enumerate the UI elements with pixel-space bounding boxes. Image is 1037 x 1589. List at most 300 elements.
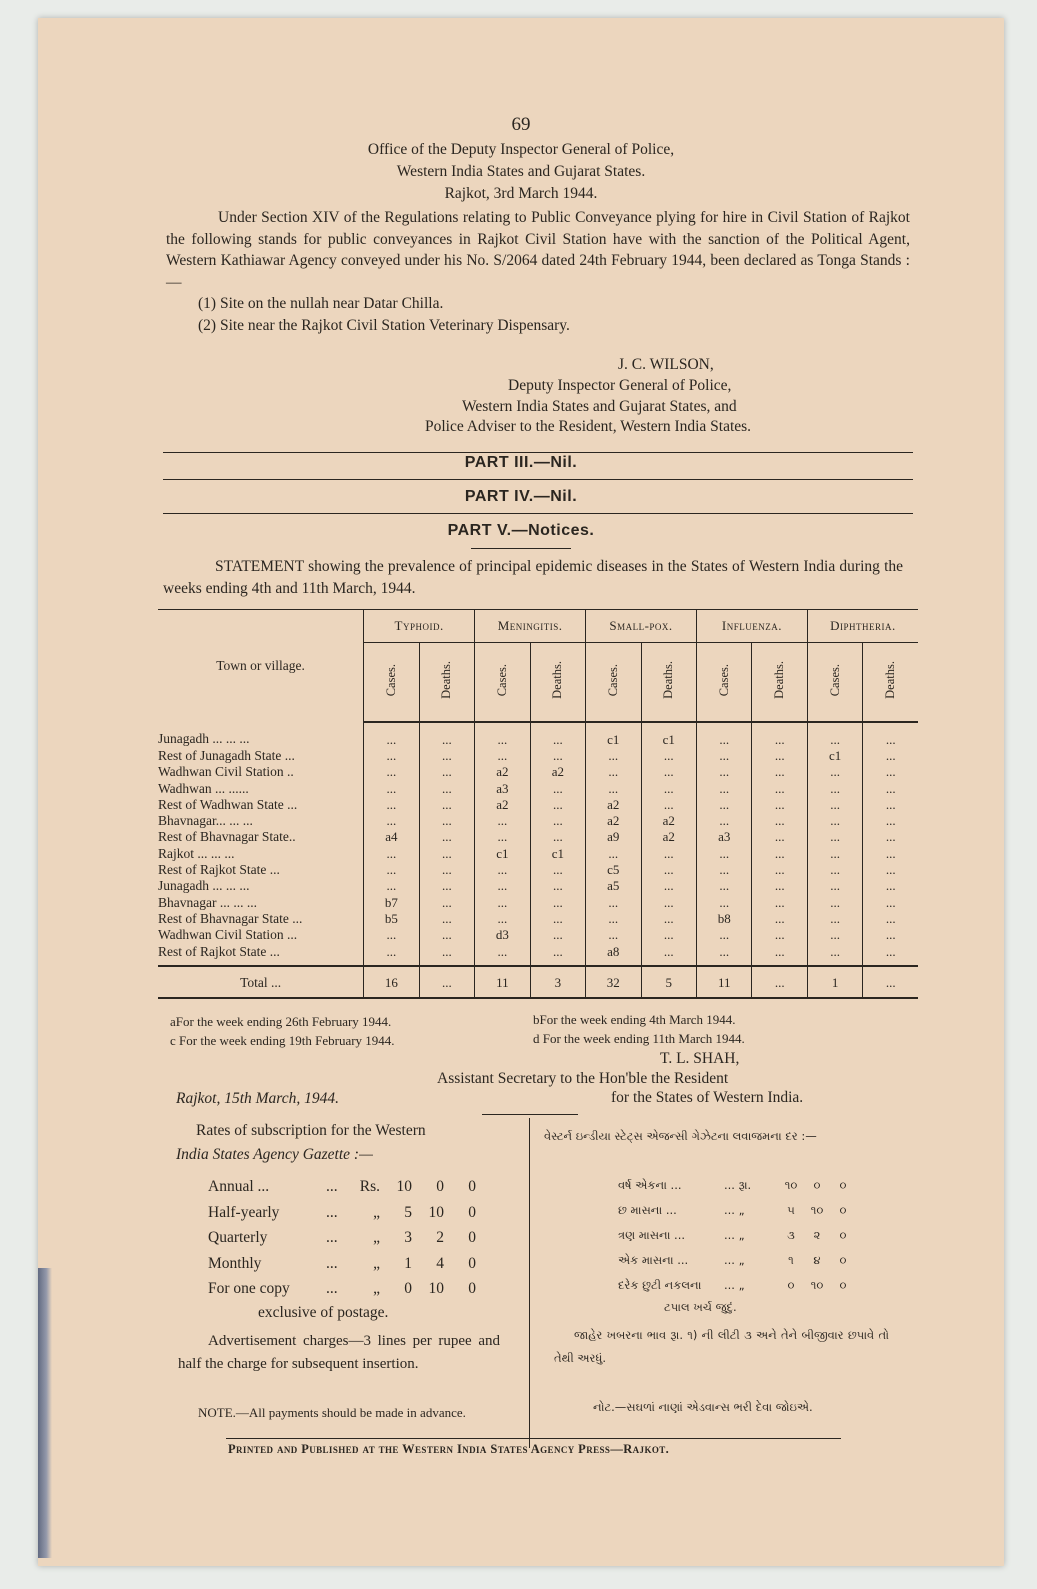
deaths-cell: a2	[641, 829, 696, 845]
cases-cell: ...	[364, 764, 419, 780]
table-row	[158, 796, 918, 812]
deaths-cell: ...	[641, 796, 696, 812]
deaths-cell: ...	[530, 747, 585, 763]
town-name: Junagadh ... ... ...	[158, 731, 250, 747]
table-row	[158, 861, 918, 877]
subscription-b: 2	[436, 1229, 444, 1246]
dateline: Rajkot, 15th March, 1944.	[176, 1090, 340, 1107]
cases-cell: ...	[807, 894, 862, 910]
gujarati-rate-c: ૦	[839, 1228, 847, 1242]
cases-cell: a2	[475, 764, 530, 780]
deaths-cell: ...	[863, 927, 918, 943]
cases-cell: b5	[364, 910, 419, 926]
subscription-b: 4	[436, 1254, 444, 1272]
subscription-dots: ...	[326, 1254, 338, 1272]
deaths-cell: ...	[530, 910, 585, 926]
cases-cell: ...	[697, 780, 752, 796]
deaths-cell: ...	[752, 796, 807, 812]
cases-cell: a3	[475, 780, 530, 796]
cases-cell: a2	[475, 796, 530, 812]
gujarati-rate-b: ૪	[813, 1253, 821, 1267]
deaths-cell: ...	[752, 780, 807, 796]
deaths-cell: ...	[419, 894, 474, 910]
town-name: Wadhwan Civil Station ...	[158, 927, 298, 943]
total-cell: 11	[697, 966, 752, 998]
cases-cell: ...	[475, 894, 530, 910]
deaths-cell: ...	[641, 845, 696, 861]
cases-cell: ...	[807, 764, 862, 780]
gujarati-rate-a: ૦	[787, 1278, 795, 1292]
cases-cell: ...	[586, 894, 641, 910]
town-name: Wadhwan Civil Station ..	[158, 764, 294, 780]
deaths-cell: ...	[530, 829, 585, 845]
cases-cell: ...	[807, 943, 862, 966]
cases-cell: ...	[807, 722, 862, 747]
postage-note: exclusive of postage.	[258, 1304, 389, 1321]
cases-cell: ...	[697, 943, 752, 966]
deaths-cell: ...	[752, 943, 807, 966]
subscription-rs: Rs.	[359, 1178, 380, 1195]
signature-title-3: Police Adviser to the Resident, Western India States.	[425, 418, 752, 435]
gazette-page	[38, 18, 1004, 1566]
diphtheria-header: Diphtheria.	[807, 610, 918, 643]
total-cell: ...	[863, 966, 918, 998]
gujarati-rate-dots: ... „	[724, 1253, 745, 1267]
cases-cell: a2	[586, 796, 641, 812]
gujarati-rate-b: ૨	[813, 1228, 821, 1242]
cases-cell: b7	[364, 894, 419, 910]
subscription-label: Quarterly	[208, 1229, 268, 1246]
subscription-dots: ...	[326, 1178, 338, 1195]
town-name: Rest of Junagadh State ...	[158, 747, 295, 763]
deaths-cell: ...	[419, 943, 474, 966]
deaths-cell: ...	[752, 878, 807, 894]
cases-cell: ...	[586, 845, 641, 861]
total-cell: 1	[807, 966, 862, 998]
notice-paragraph: Under Section XIV of the Regulations relating to Public Conveyance plying for hire in Civil Station of Rajkot the following stands for public conveyances in Rajkot Civil Station have with the sanction of the Political Agent, Western Kathiawar Agency conveyed under his No. S/2064 dated 24th February 1944, been declared as Tonga Stands :—	[166, 209, 910, 291]
gujarati-rate-dots: ... „	[724, 1203, 745, 1217]
deaths-cell: a2	[641, 812, 696, 828]
subscription-c: 0	[468, 1203, 476, 1221]
gujarati-intro-text: વેસ્ટર્ન ઇન્ડીયા સ્ટેટ્સ એજન્સી ગેઝેટના લવાજમના દર :—	[544, 1129, 817, 1143]
total-cell: 5	[641, 966, 696, 998]
cases-cell: ...	[475, 747, 530, 763]
table-row	[158, 910, 918, 926]
cases-header: Cases.	[716, 663, 731, 697]
imprint-rule	[226, 1438, 841, 1439]
cases-cell: ...	[807, 829, 862, 845]
gujarati-rate-row	[618, 1228, 856, 1243]
deaths-cell: ...	[419, 764, 474, 780]
town-name: Rest of Wadhwan State ...	[158, 796, 298, 812]
gujarati-rate-dots: ... „	[724, 1228, 745, 1242]
total-cell: 16	[364, 966, 419, 998]
cases-cell: ...	[475, 910, 530, 926]
deaths-cell: ...	[530, 894, 585, 910]
footnote-d: d For the week ending 11th March 1944.	[533, 1031, 745, 1046]
gujarati-intro	[544, 1124, 884, 1148]
typhoid-header: Typhoid.	[364, 610, 475, 643]
epidemic-table	[158, 609, 918, 999]
cases-cell: ...	[475, 722, 530, 747]
advert-charges-text: Advertisement charges—3 lines per rupee and half the charge for subsequent insertion.	[178, 1333, 500, 1372]
town-name: Rest of Bhavnagar State ...	[158, 910, 303, 926]
subscription-rs: „	[373, 1203, 380, 1221]
signature2-name: T. L. SHAH,	[660, 1050, 740, 1067]
deaths-header: Deaths.	[661, 661, 676, 699]
deaths-header: Deaths.	[883, 661, 898, 699]
deaths-cell: c1	[641, 722, 696, 747]
part-4-heading: PART IV.—Nil.	[464, 488, 578, 505]
payment-note	[198, 1401, 503, 1424]
subscription-a: 10	[396, 1178, 412, 1195]
cases-cell: ...	[807, 910, 862, 926]
gujarati-rate-row	[618, 1178, 856, 1193]
section-rule	[163, 479, 913, 480]
deaths-cell: ...	[863, 780, 918, 796]
subscription-dots: ...	[326, 1229, 338, 1246]
deaths-cell: ...	[641, 894, 696, 910]
town-name: Rest of Rajkot State ...	[158, 943, 280, 959]
gujarati-rate-row	[618, 1203, 856, 1218]
cases-cell: ...	[364, 943, 419, 966]
cases-cell: ...	[697, 764, 752, 780]
deaths-cell: ...	[752, 845, 807, 861]
deaths-cell: ...	[419, 910, 474, 926]
table-row	[158, 829, 918, 845]
meningitis-header: Meningitis.	[475, 610, 586, 643]
section-rule	[163, 513, 913, 514]
gujarati-rate-label: એક માસના ...	[618, 1253, 689, 1267]
advert-charges	[178, 1330, 500, 1376]
cases-cell: ...	[697, 747, 752, 763]
deaths-cell: ...	[752, 927, 807, 943]
cases-cell: b8	[697, 910, 752, 926]
gujarati-rate-b: ૧૦	[810, 1203, 824, 1217]
deaths-cell: a2	[530, 764, 585, 780]
subscription-rs: „	[373, 1254, 380, 1272]
deaths-cell: ...	[419, 780, 474, 796]
gujarati-rate-label: દરેક છુટી નકલના	[618, 1278, 702, 1292]
deaths-cell: ...	[419, 829, 474, 845]
town-name: Rest of Bhavnagar State..	[158, 829, 296, 845]
notice-body	[166, 207, 910, 336]
deaths-cell: ...	[752, 764, 807, 780]
cases-cell: ...	[697, 894, 752, 910]
subscription-intro-1: Rates of subscription for the Western	[196, 1122, 426, 1139]
subscription-b: 0	[436, 1178, 444, 1195]
town-name: Wadhwan ... ......	[158, 780, 249, 796]
cases-cell: ...	[586, 780, 641, 796]
cases-cell: ...	[807, 845, 862, 861]
gujarati-rate-c: ૦	[839, 1278, 847, 1292]
deaths-cell: ...	[752, 861, 807, 877]
part-5-heading: PART V.—Notices.	[447, 522, 595, 539]
cases-cell: ...	[697, 812, 752, 828]
deaths-cell: ...	[641, 780, 696, 796]
cases-cell: ...	[364, 845, 419, 861]
cases-cell: ...	[364, 780, 419, 796]
cases-header: Cases.	[383, 663, 398, 697]
gujarati-rate-b: ૧૦	[810, 1278, 824, 1292]
deaths-cell: ...	[530, 878, 585, 894]
deaths-cell: ...	[419, 796, 474, 812]
deaths-cell: ...	[863, 722, 918, 747]
deaths-cell: ...	[419, 722, 474, 747]
gujarati-rate-a: ૩	[787, 1228, 795, 1242]
cases-cell: ...	[364, 878, 419, 894]
table-row	[158, 878, 918, 894]
cases-cell: ...	[697, 927, 752, 943]
deaths-cell: ...	[863, 861, 918, 877]
total-cell: 3	[530, 966, 585, 998]
cases-cell: c1	[586, 722, 641, 747]
subscription-a: 0	[404, 1280, 412, 1297]
cases-cell: ...	[475, 861, 530, 877]
gujarati-rate-a: ૧	[788, 1253, 794, 1267]
cases-cell: ...	[586, 910, 641, 926]
gujarati-rate-c: ૦	[839, 1178, 847, 1192]
subscription-b: 10	[428, 1203, 444, 1221]
cases-cell: ...	[586, 747, 641, 763]
page-number: 69	[511, 114, 531, 135]
cases-cell: a8	[586, 943, 641, 966]
office-header-line2: Western India States and Gujarat States.	[396, 163, 646, 180]
deaths-cell: ...	[863, 764, 918, 780]
cases-cell: ...	[697, 861, 752, 877]
gujarati-rate-label: વર્ષ એકના ...	[618, 1178, 682, 1192]
signature-name: J. C. WILSON,	[618, 356, 714, 373]
deaths-cell: ...	[641, 861, 696, 877]
cases-header: Cases.	[605, 663, 620, 697]
cases-cell: ...	[364, 722, 419, 747]
deaths-cell: ...	[863, 878, 918, 894]
deaths-cell: ...	[419, 861, 474, 877]
deaths-cell: ...	[863, 747, 918, 763]
town-name: Bhavnagar... ... ...	[158, 813, 253, 829]
subscription-row	[208, 1280, 476, 1298]
cases-cell: a3	[697, 829, 752, 845]
cases-cell: ...	[807, 780, 862, 796]
deaths-cell: ...	[641, 764, 696, 780]
subscription-rs: „	[373, 1229, 380, 1246]
cases-cell: ...	[697, 845, 752, 861]
cases-cell: ...	[364, 812, 419, 828]
gujarati-rate-c: ૦	[839, 1203, 847, 1217]
town-name: Bhavnagar ... ... ...	[158, 894, 257, 910]
gujarati-rate-c: ૦	[839, 1253, 847, 1267]
cases-cell: ...	[364, 927, 419, 943]
footnote-b: bFor the week ending 4th March 1944.	[533, 1012, 736, 1027]
office-header-line1: Office of the Deputy Inspector General of Police,	[367, 141, 675, 158]
table-row	[158, 943, 918, 966]
subscription-label: Annual ...	[208, 1178, 270, 1195]
signature-title-2: Western India States and Gujarat States, and	[462, 398, 737, 415]
cases-cell: a5	[586, 878, 641, 894]
deaths-cell: ...	[419, 812, 474, 828]
cases-cell: ...	[586, 927, 641, 943]
subscription-rs: „	[373, 1280, 380, 1297]
subscription-row	[208, 1255, 476, 1273]
deaths-header: Deaths.	[772, 661, 787, 699]
deaths-cell: ...	[641, 943, 696, 966]
table-row	[158, 747, 918, 763]
cases-cell: ...	[364, 861, 419, 877]
subscription-label: For one copy	[208, 1280, 290, 1297]
cases-cell: ...	[475, 812, 530, 828]
subscription-c: 0	[468, 1178, 476, 1195]
deaths-header: Deaths.	[550, 661, 565, 699]
deaths-cell: ...	[641, 878, 696, 894]
deaths-cell: ...	[641, 910, 696, 926]
cases-cell: ...	[364, 796, 419, 812]
cases-cell: ...	[807, 927, 862, 943]
deaths-cell: ...	[752, 812, 807, 828]
deaths-cell: ...	[419, 927, 474, 943]
deaths-cell: ...	[641, 927, 696, 943]
cases-cell: ...	[475, 943, 530, 966]
cases-cell: ...	[475, 829, 530, 845]
gujarati-rate-row	[618, 1253, 856, 1268]
deaths-cell: ...	[419, 747, 474, 763]
table-row	[158, 845, 918, 861]
town-name: Junagadh ... ... ...	[158, 878, 250, 894]
deaths-cell: ...	[863, 812, 918, 828]
deaths-cell: c1	[530, 845, 585, 861]
statement-text	[163, 556, 903, 599]
stand-item-1: (1) Site on the nullah near Datar Chilla.	[198, 295, 444, 312]
cases-cell: ...	[807, 796, 862, 812]
deaths-cell: ...	[863, 943, 918, 966]
gujarati-rate-dots: ... રૂા.	[724, 1178, 752, 1192]
deaths-cell: ...	[530, 780, 585, 796]
gujarati-postage-note: ટપાલ ખર્ચ જુદું.	[664, 1300, 737, 1314]
cases-cell: a4	[364, 829, 419, 845]
deaths-header: Deaths.	[439, 661, 454, 699]
deaths-cell: ...	[863, 894, 918, 910]
cases-cell: ...	[807, 861, 862, 877]
cases-cell: ...	[697, 796, 752, 812]
town-column-header: Town or village.	[158, 610, 364, 723]
cases-cell: a2	[586, 812, 641, 828]
subscription-a: 5	[404, 1203, 412, 1221]
deaths-cell: ...	[752, 747, 807, 763]
heading-underline	[471, 548, 571, 549]
table-row	[158, 780, 918, 796]
deaths-cell: ...	[530, 722, 585, 747]
subscription-c: 0	[468, 1280, 476, 1297]
footnote-a: aFor the week ending 26th February 1944.	[170, 1014, 392, 1029]
cases-cell: ...	[697, 878, 752, 894]
total-label: Total ...	[158, 966, 364, 998]
gujarati-rate-a: ૧૦	[784, 1178, 798, 1192]
deaths-cell: ...	[530, 796, 585, 812]
deaths-cell: ...	[530, 812, 585, 828]
table-row	[158, 722, 918, 747]
subscription-a: 1	[404, 1254, 412, 1272]
table-row	[158, 764, 918, 780]
deaths-cell: ...	[752, 894, 807, 910]
part-3-heading: PART III.—Nil.	[464, 454, 578, 471]
smallpox-header: Small-pox.	[586, 610, 697, 643]
gujarati-advert-text: જાહેર ખબરના ભાવ રૂા. ૧) ની લીટી ૩ અને તેને બીજીવાર છપાવે તો તેથી અરધું.	[554, 1328, 889, 1365]
imprint: Printed and Published at the Western India States Agency Press—Rajkot.	[228, 1442, 670, 1456]
gujarati-payment-note: નોટ.—સઘળાં નાણાં એડવાન્સ ભરી દેવા જોઇએ.	[593, 1400, 813, 1414]
column-divider	[529, 1118, 530, 1448]
gujarati-rate-b: ૦	[813, 1178, 821, 1192]
subscription-row	[208, 1178, 476, 1196]
deaths-cell: ...	[863, 845, 918, 861]
footnote-c: c For the week ending 19th February 1944.	[170, 1033, 395, 1048]
deaths-cell: ...	[752, 910, 807, 926]
gujarati-rate-label: છ માસના ...	[618, 1203, 677, 1217]
cases-cell: c1	[475, 845, 530, 861]
subscription-c: 0	[468, 1254, 476, 1272]
subscription-label: Monthly	[208, 1254, 262, 1272]
cases-cell: ...	[475, 878, 530, 894]
cases-cell: a9	[586, 829, 641, 845]
town-name: Rajkot ... ... ...	[158, 845, 235, 861]
deaths-cell: ...	[863, 796, 918, 812]
deaths-cell: ...	[530, 861, 585, 877]
total-cell: ...	[419, 966, 474, 998]
deaths-cell: ...	[641, 747, 696, 763]
cases-cell: d3	[475, 927, 530, 943]
subscription-b: 10	[428, 1280, 444, 1297]
subscription-dots: ...	[326, 1280, 338, 1297]
gujarati-rate-dots: ... „	[724, 1278, 745, 1292]
statement-paragraph: STATEMENT showing the prevalence of principal epidemic diseases in the States of Western India during the weeks ending 4th and 11th March, 1944.	[163, 558, 903, 597]
cases-header: Cases.	[494, 663, 509, 697]
cases-cell: ...	[364, 747, 419, 763]
signature-title-1: Deputy Inspector General of Police,	[508, 377, 732, 394]
cases-cell: c1	[807, 747, 862, 763]
gujarati-advert	[554, 1324, 889, 1370]
gujarati-rate-row	[618, 1278, 856, 1293]
deaths-cell: ...	[863, 910, 918, 926]
cases-cell: ...	[807, 878, 862, 894]
signature2-title-2: for the States of Western India.	[611, 1089, 804, 1106]
deaths-cell: ...	[752, 722, 807, 747]
table-row	[158, 894, 918, 910]
influenza-header: Influenza.	[697, 610, 808, 643]
cases-cell: c5	[586, 861, 641, 877]
cases-cell: ...	[586, 764, 641, 780]
cases-cell: ...	[697, 722, 752, 747]
table-row	[158, 812, 918, 828]
deaths-cell: ...	[530, 943, 585, 966]
total-cell: 11	[475, 966, 530, 998]
gujarati-rate-a: ૫	[787, 1203, 795, 1217]
deaths-cell: ...	[752, 829, 807, 845]
deaths-cell: ...	[530, 927, 585, 943]
office-header-date: Rajkot, 3rd March 1944.	[444, 185, 598, 202]
cases-header: Cases.	[827, 663, 842, 697]
subscription-c: 0	[468, 1229, 476, 1246]
town-name: Rest of Rajkot State ...	[158, 862, 280, 878]
deaths-cell: ...	[419, 878, 474, 894]
subscription-row	[208, 1204, 476, 1222]
total-cell: ...	[752, 966, 807, 998]
subscription-row	[208, 1229, 476, 1247]
subscription-dots: ...	[326, 1203, 338, 1221]
signature2-title-1: Assistant Secretary to the Hon'ble the Resident	[437, 1070, 729, 1087]
section-divider	[482, 1114, 578, 1115]
table-row	[158, 927, 918, 943]
gujarati-rate-label: ત્રણ માસના ...	[618, 1228, 686, 1242]
deaths-cell: ...	[419, 845, 474, 861]
epidemic-table-body	[158, 722, 918, 998]
